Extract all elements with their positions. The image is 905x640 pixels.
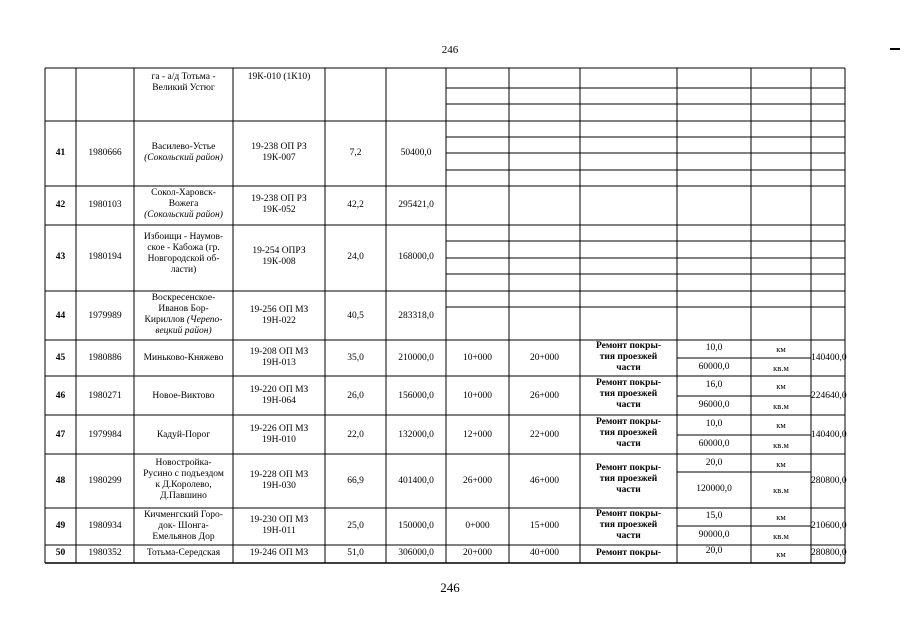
- row-48-qty2: 120000,0: [696, 484, 732, 494]
- row-47-sum: 132000,0: [398, 430, 434, 440]
- row-50-total: 280800,0: [811, 548, 847, 558]
- row-46-qty2: 96000,0: [698, 400, 730, 410]
- row-49-length: 25,0: [347, 521, 364, 531]
- row-45-work: Ремонт покры- тия проезжей части: [595, 341, 662, 373]
- top-row-name: га - а/д Тотьма - Великий Устюг: [151, 72, 216, 93]
- row-50-to: 40+000: [529, 548, 560, 558]
- row-50-name: Тотьма-Середская: [146, 548, 221, 558]
- row-42-length: 42,2: [347, 200, 364, 210]
- row-41-id: 1980666: [88, 148, 122, 158]
- row-45-name: Миньково-Княжево: [143, 353, 224, 363]
- row-48-number: 48: [55, 476, 66, 486]
- row-50-unit1: км: [776, 549, 786, 559]
- row-45-length: 35,0: [347, 353, 364, 363]
- row-47-from: 12+000: [462, 430, 493, 440]
- row-49-road: 19-230 ОП МЗ 19Н-011: [249, 515, 309, 536]
- row-47-total: 140400,0: [811, 430, 847, 440]
- row-44-sum: 283318,0: [398, 311, 434, 321]
- row-41-length: 7,2: [349, 148, 362, 158]
- row-41-name: Василево-Устье (Сокольский район): [144, 142, 223, 163]
- row-44-road: 19-256 ОП МЗ 19Н-022: [249, 305, 309, 326]
- row-45-id: 1980886: [88, 353, 122, 363]
- row-45-qty2: 60000,0: [698, 362, 730, 372]
- row-47-length: 22,0: [347, 430, 364, 440]
- row-48-work: Ремонт покры- тия проезжей части: [595, 463, 662, 495]
- row-43-name: Избоищи - Наумов- ское - Кабожа (гр. Новгородской об- ласти): [143, 232, 224, 275]
- row-45-total: 140400,0: [811, 353, 847, 363]
- row-49-sum: 150000,0: [398, 521, 434, 531]
- page-number-top: 246: [441, 44, 459, 56]
- row-47-unit1: км: [776, 420, 786, 430]
- row-46-unit1: км: [776, 381, 786, 391]
- row-50-qty1: 20,0: [705, 546, 723, 556]
- row-42-id: 1980103: [88, 200, 122, 210]
- row-49-from: 0+000: [465, 521, 490, 531]
- row-47-number: 47: [55, 430, 66, 440]
- row-49-id: 1980934: [88, 521, 122, 531]
- row-49-unit2: кв.м: [773, 531, 789, 541]
- row-46-sum: 156000,0: [398, 391, 434, 401]
- row-49-unit1: км: [776, 512, 786, 522]
- row-48-to: 46+000: [529, 476, 560, 486]
- row-47-name: Кадуй-Порог: [156, 430, 211, 440]
- row-50-id: 1980352: [88, 548, 122, 558]
- row-43-length: 24,0: [347, 252, 364, 262]
- row-42-number: 42: [55, 200, 66, 210]
- row-49-qty1: 15,0: [705, 511, 723, 521]
- row-49-total: 210600,0: [811, 521, 847, 531]
- row-43-id: 1980194: [88, 252, 122, 262]
- row-46-length: 26,0: [347, 391, 364, 401]
- row-50-from: 20+000: [462, 548, 493, 558]
- row-46-from: 10+000: [462, 391, 493, 401]
- row-48-length: 66,9: [347, 476, 364, 486]
- row-49-name: Кичменгский Горо- док- Шонга- Емельянов Дор: [144, 510, 223, 542]
- row-50-length: 51,0: [347, 548, 364, 558]
- row-48-name: Новостройка- Русино с подъездом к Д.Королево, Д.Павшино: [143, 458, 224, 501]
- row-45-from: 10+000: [462, 353, 493, 363]
- row-44-length: 40,5: [347, 311, 364, 321]
- row-44-id: 1979989: [88, 311, 122, 321]
- row-43-sum: 168000,0: [398, 252, 434, 262]
- row-47-work: Ремонт покры- тия проезжей части: [595, 417, 662, 449]
- row-50-sum: 306000,0: [398, 548, 434, 558]
- row-47-qty1: 10,0: [705, 419, 723, 429]
- row-48-sum: 401400,0: [398, 476, 434, 486]
- row-46-number: 46: [55, 391, 66, 401]
- row-50-road: 19-246 ОП МЗ: [249, 548, 309, 558]
- row-46-total: 224640,0: [811, 391, 847, 401]
- row-49-work: Ремонт покры- тия проезжей части: [595, 509, 662, 541]
- top-row-road-code: 19К-010 (1К10): [247, 72, 311, 82]
- row-45-road: 19-208 ОП МЗ 19Н-013: [249, 347, 309, 368]
- row-46-name: Новое-Виктово: [152, 391, 215, 401]
- row-46-work: Ремонт покры- тия проезжей части: [595, 378, 662, 410]
- row-42-name: Сокол-Харовск- Вожега (Сокольский район): [144, 188, 223, 220]
- row-49-to: 15+000: [529, 521, 560, 531]
- row-45-to: 20+000: [529, 353, 560, 363]
- row-43-number: 43: [55, 252, 66, 262]
- row-45-unit1: км: [776, 344, 786, 354]
- row-50-number: 50: [55, 548, 66, 558]
- row-47-qty2: 60000,0: [698, 439, 730, 449]
- row-48-id: 1980299: [88, 476, 122, 486]
- row-48-qty1: 20,0: [705, 458, 723, 468]
- row-41-number: 41: [55, 148, 66, 158]
- row-42-sum: 295421,0: [398, 200, 434, 210]
- row-41-sum: 50400,0: [400, 148, 432, 158]
- row-49-number: 49: [55, 521, 66, 531]
- row-43-road: 19-254 ОПРЗ 19К-008: [252, 246, 306, 267]
- row-44-name: Воскресенское- Иванов Бор- Кириллов (Черепо- вецкий район): [144, 293, 223, 336]
- row-46-id: 1980271: [88, 391, 122, 401]
- row-47-unit2: кв.м: [773, 440, 789, 450]
- row-48-unit1: км: [776, 459, 786, 469]
- row-47-id: 1979984: [88, 430, 122, 440]
- row-46-to: 26+000: [529, 391, 560, 401]
- row-48-road: 19-228 ОП МЗ 19Н-030: [249, 470, 309, 491]
- row-42-road: 19-238 ОП РЗ 19К-052: [251, 194, 307, 215]
- row-48-total: 280800,0: [811, 476, 847, 486]
- row-50-work: Ремонт покры-: [595, 548, 662, 558]
- row-44-number: 44: [55, 311, 66, 321]
- row-48-from: 26+000: [462, 476, 493, 486]
- row-47-to: 22+000: [529, 430, 560, 440]
- row-45-unit2: кв.м: [773, 363, 789, 373]
- row-46-unit2: кв.м: [773, 401, 789, 411]
- row-47-road: 19-226 ОП МЗ 19Н-010: [249, 424, 309, 445]
- row-49-qty2: 90000,0: [698, 530, 730, 540]
- row-46-road: 19-220 ОП МЗ 19Н-064: [249, 385, 309, 406]
- row-46-qty1: 16,0: [705, 380, 723, 390]
- row-45-sum: 210000,0: [398, 353, 434, 363]
- row-41-road: 19-238 ОП РЗ 19К-007: [251, 142, 307, 163]
- row-45-number: 45: [55, 353, 66, 363]
- row-48-unit2: кв.м: [773, 485, 789, 495]
- row-45-qty1: 10,0: [705, 343, 723, 353]
- page-number-bottom: 246: [440, 580, 460, 595]
